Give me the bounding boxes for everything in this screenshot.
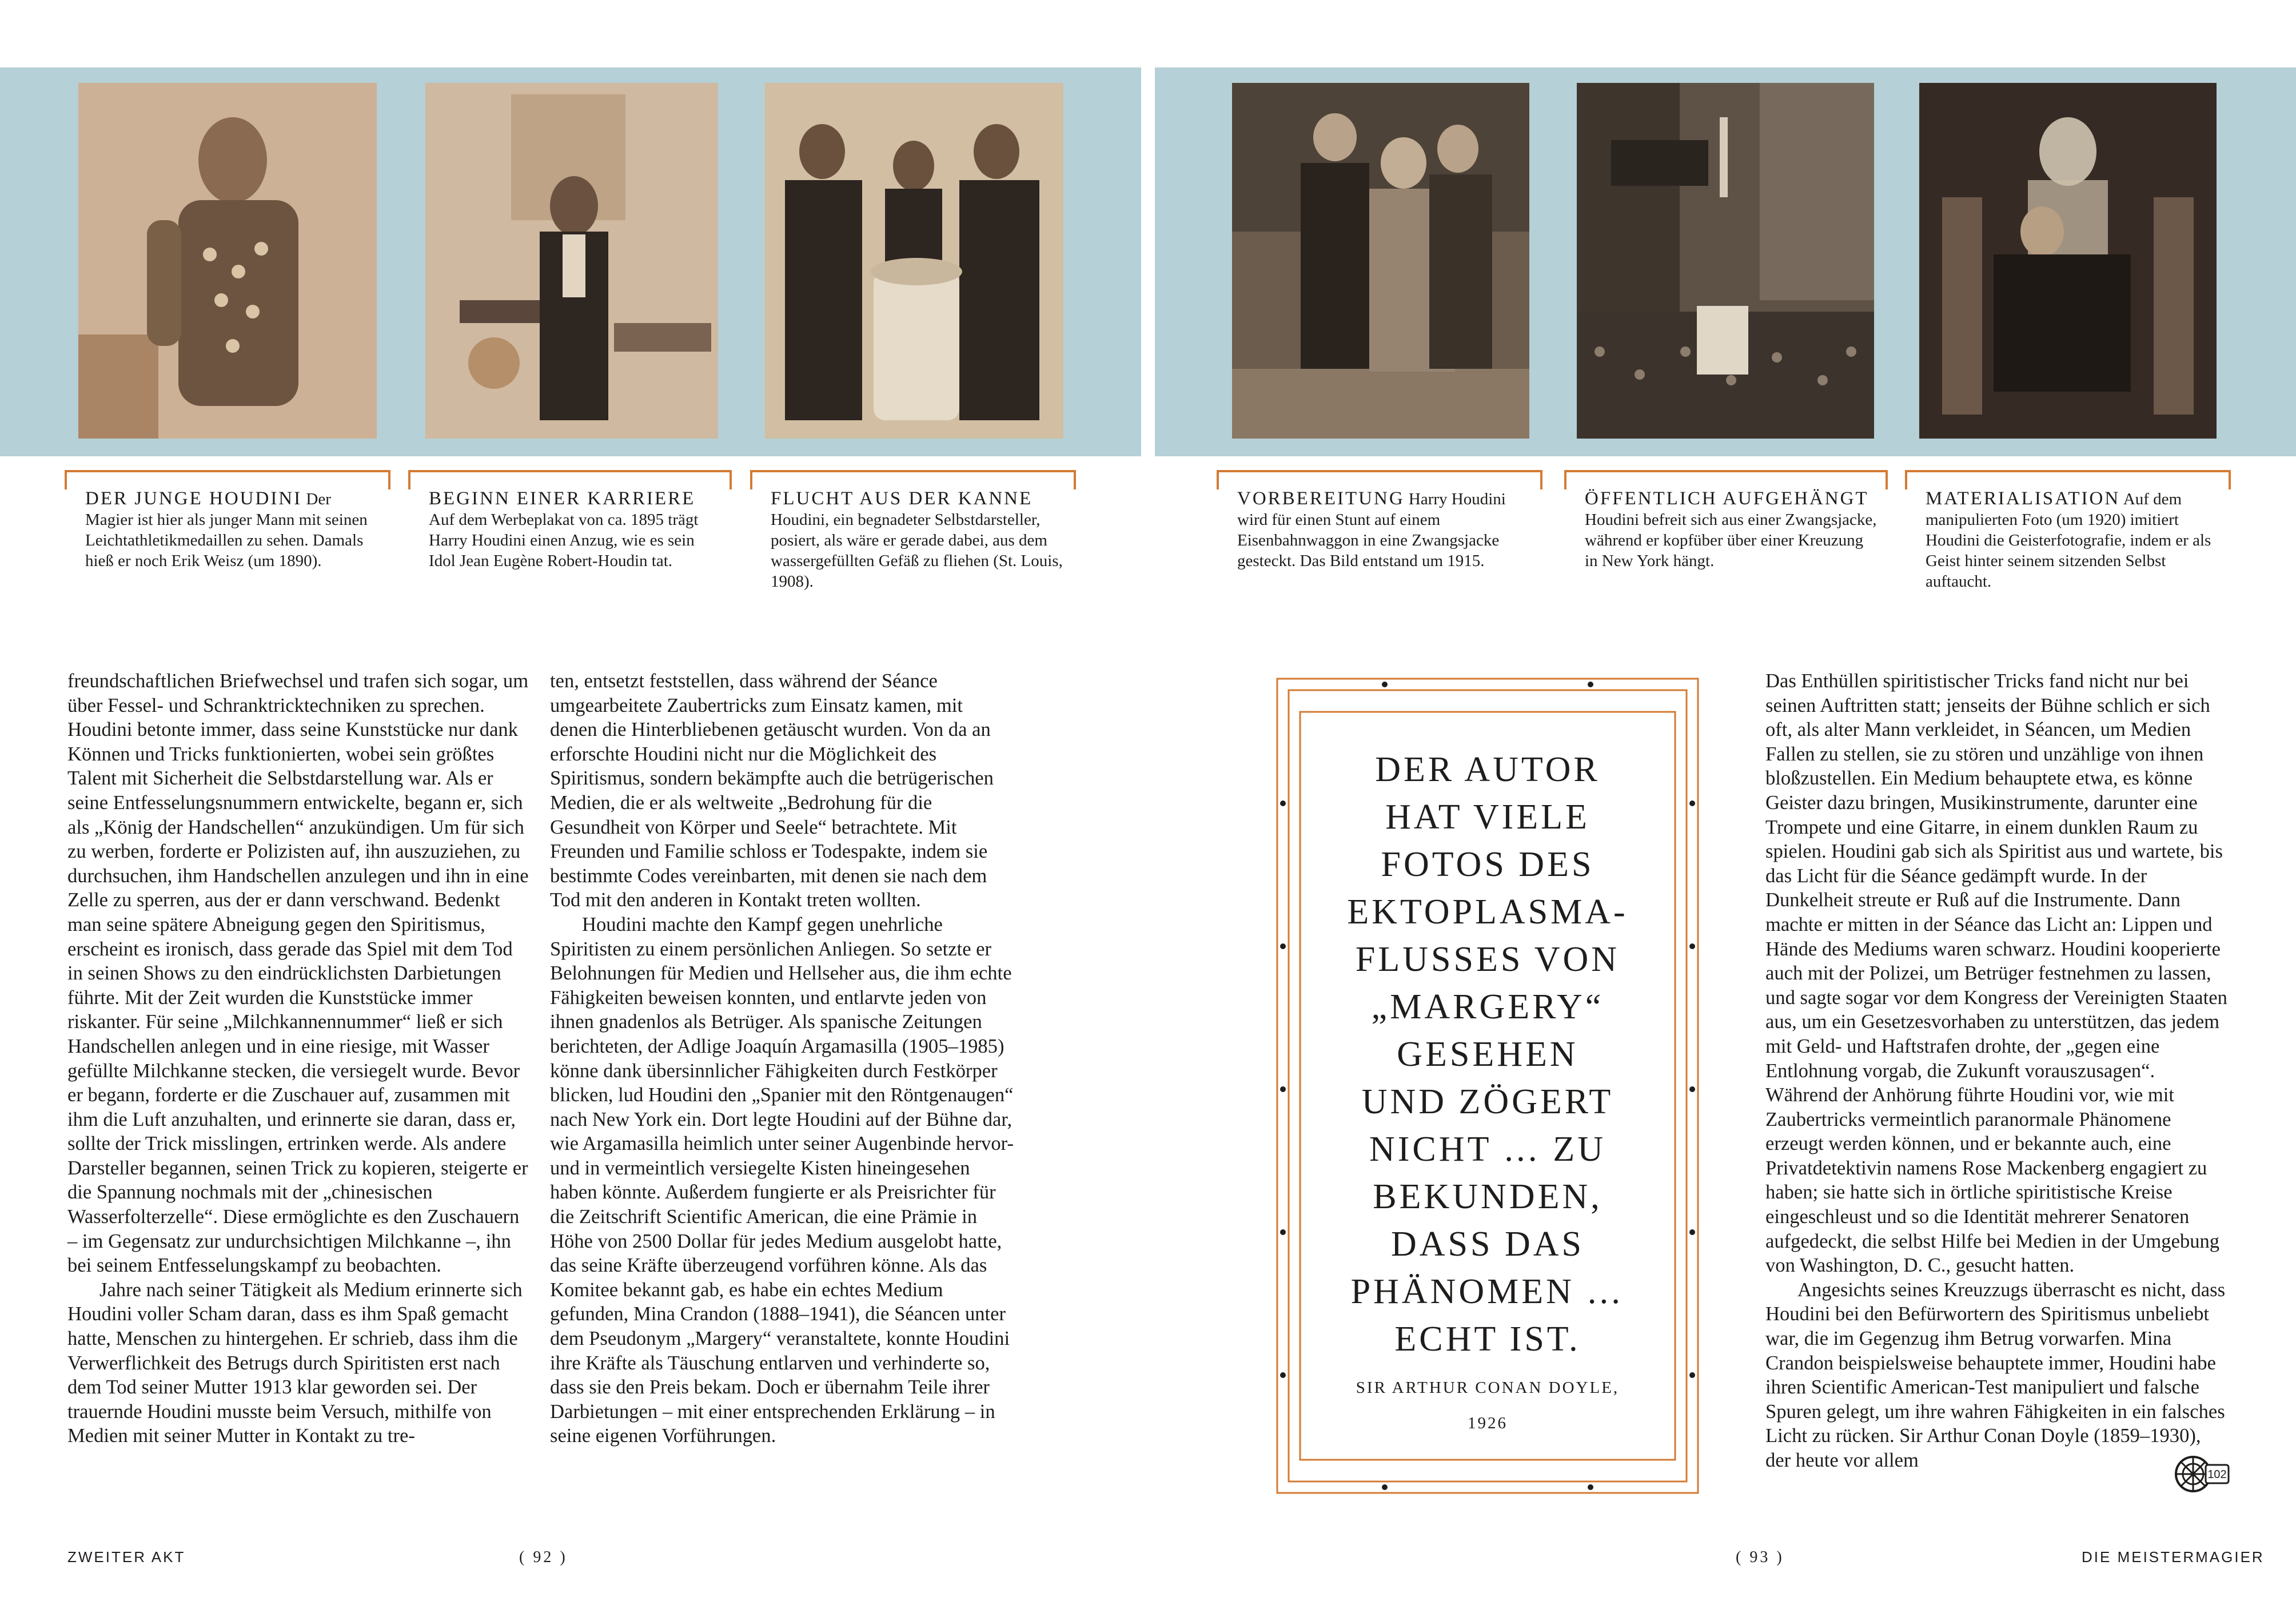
photo-oeffentlich-aufgehaengt bbox=[1577, 83, 1874, 439]
photo-flucht-kanne bbox=[765, 83, 1063, 439]
photo-materialisation bbox=[1919, 83, 2217, 439]
caption-vorbereitung bbox=[1217, 470, 1542, 579]
quote-line: EKTOPLASMA- bbox=[1347, 893, 1628, 931]
quote-author: SIR ARTHUR CONAN DOYLE, bbox=[1356, 1379, 1620, 1397]
page-number-right: ( 93 ) bbox=[1736, 1548, 1784, 1566]
quote-line: HAT VIELE bbox=[1385, 798, 1590, 837]
caption-text: Houdini, ein begnadeter Selbstdarsteller, posiert, als wäre er gerade dabei, aus dem wassergefüllten Gefäß zu fliehen (St. Louis, 1908). bbox=[771, 511, 1063, 591]
body-paragraph: freundschaftlichen Briefwechsel und trafen sich sogar, um über Fessel- und Schranktricktechniken zu sprechen. Houdini betonte immer, dass seine Kunststücke nur dank Können und Tricks funktionierten, wobei sein größtes Talent mit Sicherheit die Selbstdarstellung war. Als er seine Entfesselungsnummern entwickelte, begann er, sich als „König der Handschellen“ anzukündigen. Um für sich zu werben, forderte er Polizisten auf, ihn auszuziehen, zu durchsuchen, ihm Handschellen anzulegen und ihn in eine Zelle zu sperren, aus der er dann verschwand. Bedenkt man seine spätere Abneigung gegen den Spiritismus, erscheint es ironisch, dass gerade das Spiel mit dem Tod in seinen Shows zu den eindrücklichsten Darbietungen führte. Mit der Zeit wurden die Kunststücke immer riskanter. Für seine „Milchkannennummer“ ließ er sich Handschellen anlegen und in eine riesige, mit Wasser gefüllte Milchkanne stecken, die versiegelt wurde. Bevor er begann, forderte er die Zuschauer auf, zusammen mit ihm die Luft anzuhalten, und erinnerte sie daran, dass er, sollte der Trick misslingen, ertrinken werde. Als andere Darsteller begannen, seinen Trick zu kopieren, steigerte er die Spannung nochmals mit der „chinesischen Wasserfolterzelle“. Diese ermöglichte es den Zuschauern – im Gegensatz zur undurchsichtigen Milchkanne –, ihn bei seinem Entfesselungskampf zu beobachten. bbox=[67, 670, 529, 1277]
caption-text: Auf dem Werbeplakat von ca. 1895 trägt Harry Houdini einen Anzug, wie es sein Idol Jean Eugène Robert-Houdin tat. bbox=[429, 511, 699, 570]
caption-text: Houdini befreit sich aus einer Zwangsjacke, während er kopfüber über einer Kreuzung in New York hängt. bbox=[1585, 511, 1877, 570]
body-paragraph: Houdini machte den Kampf gegen unehrliche Spiritisten zu einem persönlichen Anliegen. So setzte er Belohnungen für Medien und Hellseher aus, die ihm echte Fähigkeiten beweisen konnten, und entlarvte jeden von ihnen gnadenlos als Betrüger. Als spanische Zeitungen berichteten, der Adlige Joaquín Argamasilla (1905–1985) könne dank übersinnlicher Fähigkeiten durch Festkörper blicken, lud Houdini den „Spanier mit den Röntgenaugen“ nach New York ein. Dort legte Houdini auf der Bühne dar, wie Argamasilla heimlich unter seiner Augenbinde hervor- und in vermeintlich versiegelte Kisten hineingesehen haben könnte. Außerdem fungierte er als Preisrichter für die Zeitschrift Scientific American, die eine Prämie in Höhe von 2500 Dollar für jedes Medium ausgelobt hatte, das seine Kräfte überzeugend vorführen könne. Als das Komitee bekannt gab, es habe ein echtes Medium gefunden, Mina Crandon (1888–1941), die Séancen unter dem Pseudonym „Margery“ veranstaltete, konnte Houdini ihre Kräfte als Täuschung entlarven und verhinderte so, dass sie den Preis bekam. Doch er übernahm Teile ihrer Darbietungen – mit einer entsprechenden Erklärung – in seine eigenen Vorführungen. bbox=[550, 913, 1014, 1447]
running-head-right: DIE MEISTERMAGIER bbox=[2082, 1548, 2265, 1566]
quote-line: „MARGERY“ bbox=[1371, 987, 1604, 1026]
quote-line: PHÄNOMEN … bbox=[1350, 1272, 1625, 1311]
photo-vorbereitung bbox=[1232, 83, 1529, 439]
caption-text: Harry Houdini wird für einen Stunt auf einem Eisenbahnwaggon in eine Zwangsjacke gesteckt. Das Bild entstand um 1915. bbox=[1237, 490, 1506, 570]
quote-line: FLUSSES VON bbox=[1355, 940, 1620, 979]
caption-junge-houdini bbox=[65, 470, 390, 579]
quote-line: DER AUTOR bbox=[1375, 750, 1600, 789]
caption-oeffentlich-aufgehaengt bbox=[1564, 470, 1888, 579]
caption-title: BEGINN EINER KARRIERE bbox=[429, 488, 696, 509]
caption-title: VORBEREITUNG bbox=[1237, 488, 1405, 509]
body-column-2 bbox=[550, 669, 1014, 1448]
quote-line: BEKUNDEN, bbox=[1373, 1177, 1603, 1216]
quote-line: DASS DAS bbox=[1390, 1225, 1585, 1264]
caption-beginn-karriere bbox=[408, 470, 732, 579]
quote-year: 1926 bbox=[1468, 1414, 1508, 1432]
pull-quote bbox=[1276, 746, 1699, 1363]
caption-title: MATERIALISATION bbox=[1926, 488, 2120, 509]
caption-title: ÖFFENTLICH AUFGEHÄNGT bbox=[1585, 488, 1869, 509]
quote-line: GESEHEN bbox=[1397, 1035, 1579, 1074]
body-paragraph: Das Enthüllen spiritistischer Tricks fand nicht nur bei seinen Auftritten statt; jenseits der Bühne schlich er sich oft, als alter Mann verkleidet, in Séancen, um Medien Fallen zu stellen, sie zu stören und unzählige von ihnen bloßzustellen. Ein Medium behauptete etwa, es könne Geister dazu bringen, Musikinstrumente, darunter eine Trompete und eine Gitarre, in einem dunklen Raum zu spielen. Houdini gab sich als Spiritist aus und wartete, bis das Licht für die Séance gedämpft wurde. In der Dunkelheit streute er Ruß auf die Instrumente. Dann machte er mitten in der Séance das Licht an: Lippen und Hände des Mediums waren schwarz. Houdini kooperierte auch mit der Polizei, um Betrüger festnehmen zu lassen, und sagte sogar vor dem Kongress der Vereinigten Staaten aus, um ein Gesetzesvorhaben zu unterstützen, das jedem mit Geld- und Haftstrafen drohte, der „gegen eine Entlohnung vorgab, die Zukunft vorauszusagen“. Während der Anhörung führte Houdini vor, wie mit Zaubertricks vermeintlich paranormale Phänomene erzeugt werden können, und er bekannte auch, eine Privatdetektivin namens Rose Mackenberg engagiert zu haben; sie hatte sich in örtliche spiritistische Kreise eingeschleust und so die Identität mehrerer Senatoren aufgedeckt, die selbst Hilfe bei Medien in der Umgebung von Washington, D. C., gesucht hatten. bbox=[1765, 670, 2227, 1277]
cross-reference[interactable] bbox=[2173, 1451, 2230, 1497]
quote-attribution bbox=[1276, 1370, 1699, 1441]
body-column-3 bbox=[1765, 669, 2230, 1473]
caption-flucht-kanne bbox=[750, 470, 1076, 591]
caption-text: Der Magier ist hier als junger Mann mit seinen Leichtathletikmedaillen zu sehen. Damals hieß er noch Erik Weisz (um 1890). bbox=[85, 490, 368, 570]
running-head-left: ZWEITER AKT bbox=[67, 1548, 186, 1566]
wheel-icon bbox=[2173, 1451, 2230, 1497]
caption-materialisation bbox=[1905, 470, 2231, 591]
body-paragraph: ten, entsetzt feststellen, dass während der Séance umgearbeitete Zaubertricks zum Einsatz kamen, mit denen die Hinterbliebenen getäuscht wurden. Von da an erforschte Houdini nicht nur die Möglichkeit des Spiritismus, sondern bekämpfte auch die betrügerischen Medien, die er als weltweite „Bedrohung für die Gesundheit von Körper und Seele“ betrachtete. Mit Freunden und Familie schloss er Todespakte, indem sie bestimmte Codes vereinbarten, mit denen sie nach dem Tod mit den anderen in Kontakt treten wollten. bbox=[550, 670, 994, 911]
caption-title: FLUCHT AUS DER KANNE bbox=[771, 488, 1033, 509]
body-paragraph: Jahre nach seiner Tätigkeit als Medium erinnerte sich Houdini voller Scham daran, dass es ihm Spaß gemacht hatte, Menschen zu hintergehen. Er schrieb, dass ihm die Verwerflichkeit des Betrugs durch Spiritisten erst nach dem Tod seiner Mutter 1913 klar geworden sei. Der trauernde Houdini musste beim Versuch, mithilfe von Medien mit seiner Mutter in Kontakt zu tre- bbox=[67, 1279, 523, 1447]
page-number-left: ( 92 ) bbox=[519, 1548, 568, 1566]
photo-young-houdini bbox=[78, 83, 377, 439]
quote-line: UND ZÖGERT bbox=[1361, 1082, 1614, 1121]
caption-text: Auf dem manipulierten Foto (um 1920) imitiert Houdini die Geisterfotografie, indem er als Geist hinter seinem sitzenden Selbst auftaucht. bbox=[1926, 490, 2211, 591]
quote-line: NICHT … ZU bbox=[1369, 1130, 1606, 1169]
quote-line: ECHT IST. bbox=[1394, 1320, 1581, 1359]
cross-reference-number: 102 bbox=[2207, 1468, 2227, 1481]
body-column-1 bbox=[67, 669, 532, 1448]
photo-karriere-poster bbox=[425, 83, 718, 439]
quote-line: FOTOS DES bbox=[1381, 845, 1595, 884]
caption-title: DER JUNGE HOUDINI bbox=[85, 488, 302, 509]
body-paragraph: Angesichts seines Kreuzzugs überrascht es nicht, dass Houdini bei den Befürwortern des Spiritismus unbeliebt war, die im Gegenzug ihm Betrug vorwarfen. Mina Crandon beispielsweise behauptete immer, Houdini habe ihren Scientific American-Test manipuliert und falsche Spuren gelegt, um ihre wahren Fähigkeiten in ein falsches Licht zu rücken. Sir Arthur Conan Doyle (1859–1930), der heute vor allem bbox=[1765, 1279, 2226, 1471]
